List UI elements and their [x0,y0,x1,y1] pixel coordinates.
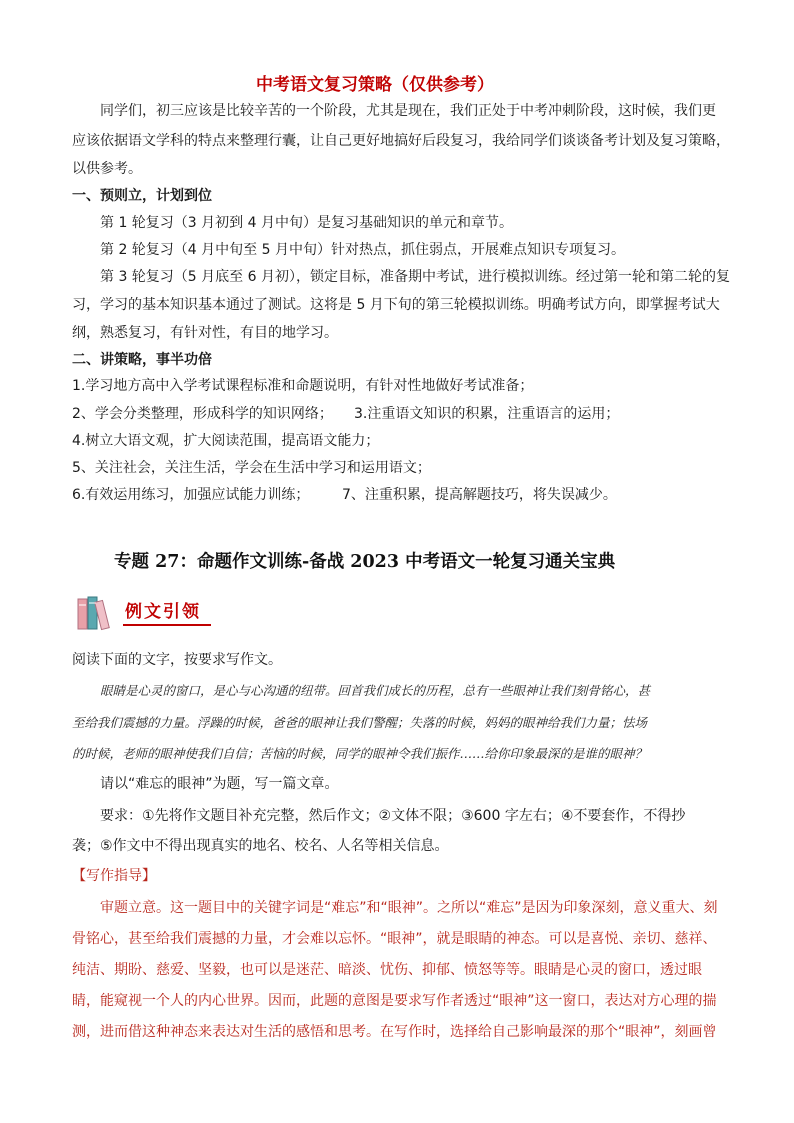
strategy-item: 5、关注社会，关注生活，学会在生活中学习和运用语文； [72,460,431,476]
section-heading: 二、讲策略，事半功倍 [72,352,212,368]
passage-line: 至给我们震撼的力量。浮躁的时候，爸爸的眼神让我们警醒；失落的时候，妈妈的眼神给我们力量；怯场 [72,715,648,730]
task-line: 请以“难忘的眼神”为题，写一篇文章。 [100,776,339,792]
plan-line: 第 2 轮复习（4 月中旬至 5 月中旬）针对热点，抓住弱点，开展难点知识专项复习。 [100,242,625,258]
plan-line: 纲，熟悉复习，有针对性，有目的地学习。 [72,325,338,341]
strategy-item: 6.有效运用练习，加强应试能力训练； [72,487,310,503]
guide-line: 审题立意。这一题目中的关键字词是“难忘”和“眼神”。之所以“难忘”是因为印象深刻，意义重大、刻 [100,900,718,916]
plan-line: 第 1 轮复习（3 月初到 4 月中旬）是复习基础知识的单元和章节。 [100,215,513,231]
guide-label: 【写作指导】 [72,868,156,884]
intro-line: 同学们，初三应该是比较辛苦的一个阶段，尤其是现在，我们正处于中考冲刺阶段，这时候，我们更 [100,103,716,119]
intro-line: 以供参考。 [72,161,142,177]
books-icon [76,593,120,631]
guide-line: 骨铭心，甚至给我们震撼的力量，才会难以忘怀。“眼神”，就是眼睛的神态。可以是喜悦、亲切、慈祥、 [72,931,717,947]
plan-line: 第 3 轮复习（5 月底至 6 月初），锁定目标，准备期中考试，进行模拟训练。经过第一轮和第二轮的复 [100,269,730,285]
section-heading: 一、预则立，计划到位 [72,188,212,204]
page-title: 中考语文复习策略（仅供参考） [256,75,494,95]
prompt-intro: 阅读下面的文字，按要求写作文。 [72,652,282,668]
topic-heading: 专题 27：命题作文训练-备战 2023 中考语文一轮复习通关宝典 [114,552,616,572]
requirements-line: 要求：①先将作文题目补充完整，然后作文；②文体不限；③600 字左右；④不要套作，不得抄 [100,808,686,824]
strategy-item: 1.学习地方高中入学考试课程标准和命题说明，有针对性地做好考试准备； [72,378,534,394]
intro-line: 应该依据语文学科的特点来整理行囊，让自己更好地搞好后段复习，我给同学们谈谈备考计划及复习策略， [72,133,730,149]
strategy-item: 2、学会分类整理，形成科学的知识网络； [72,406,333,422]
passage-line: 眼睛是心灵的窗口，是心与心沟通的纽带。回首我们成长的历程，总有一些眼神让我们刻骨铭心，甚 [100,683,651,698]
strategy-item: 4.树立大语文观，扩大阅读范围，提高语文能力； [72,433,380,449]
plan-line: 习，学习的基本知识基本通过了测试。这将是 5 月下旬的第三轮模拟训练。明确考试方向，即掌握考试大 [72,297,720,313]
guide-line: 纯洁、期盼、慈爱、坚毅，也可以是迷茫、暗淡、忧伤、抑郁、愤怒等等。眼睛是心灵的窗口，透过眼 [72,962,702,978]
strategy-item: 3.注重语文知识的积累，注重语言的运用； [354,406,620,422]
requirements-line: 袭；⑤作文中不得出现真实的地名、校名、人名等相关信息。 [72,838,449,854]
strategy-item: 7、注重积累，提高解题技巧，将失误减少。 [342,487,617,503]
passage-line: 的时候，老师的眼神使我们自信；苦恼的时候，同学的眼神令我们振作……给你印象最深的是谁的眼神？ [72,746,648,761]
banner-label: 例文引领 [125,602,201,622]
guide-line: 测，进而借这种神态来表达对生活的感悟和思考。在写作时，选择给自己影响最深的那个“眼神”，刻画曾 [72,1024,717,1040]
banner-underline [123,624,211,626]
guide-line: 睛，能窥视一个人的内心世界。因而，此题的意图是要求写作者透过“眼神”这一窗口，表达对方心理的揣 [72,993,717,1009]
